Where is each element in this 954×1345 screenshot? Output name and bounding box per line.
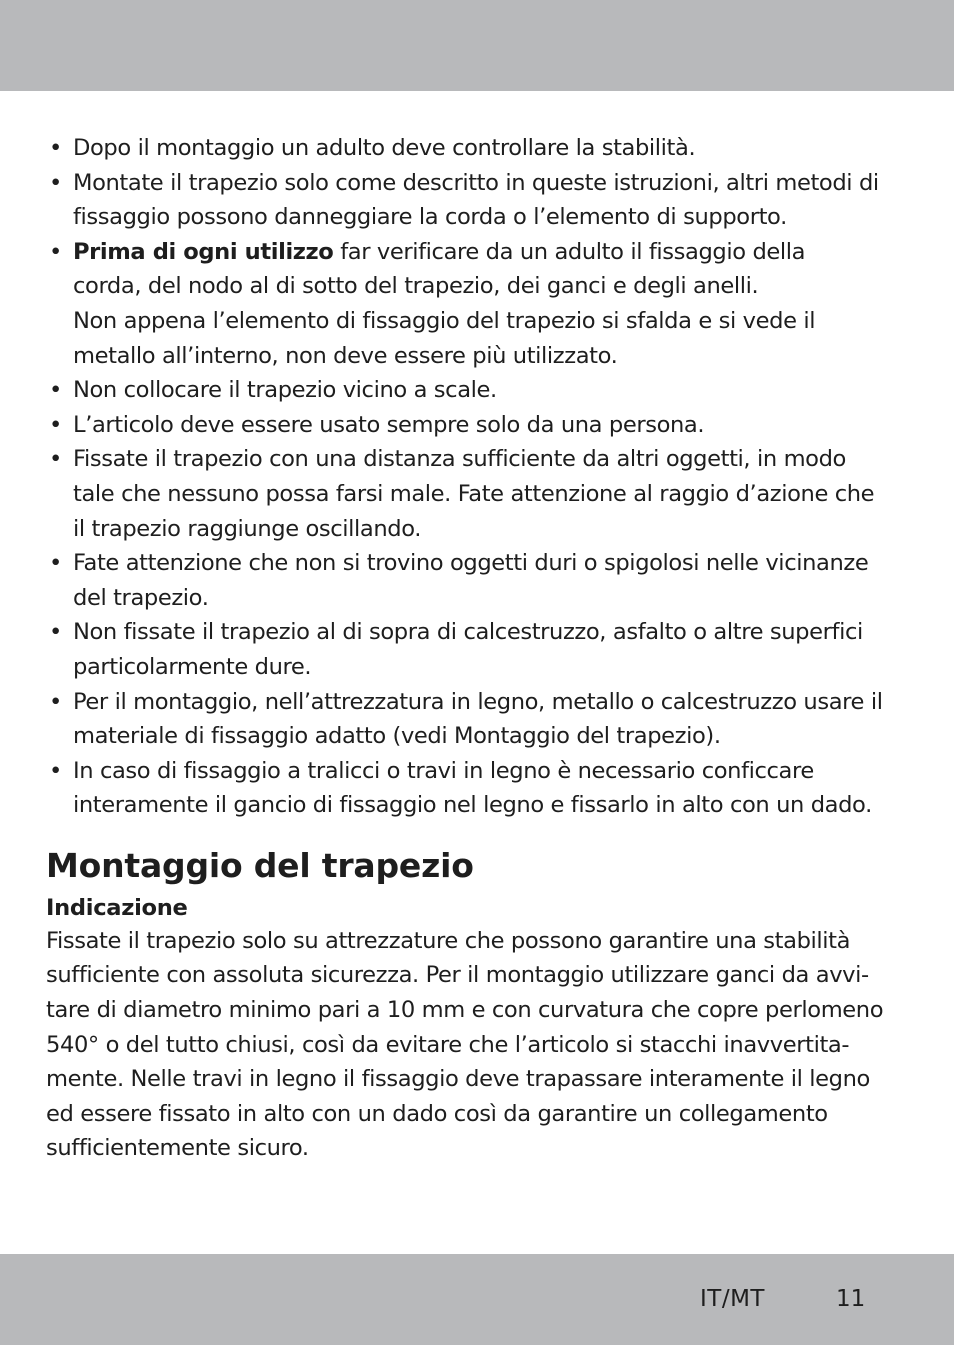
bullet-item <box>46 442 904 546</box>
bullet-line: corda, del nodo al di sotto del trapezio, dei ganci e degli anelli. <box>73 273 759 300</box>
bullet-dot: • <box>49 238 62 265</box>
bullet-line: Non appena l’elemento di fissaggio del trapezio si sfalda e si vede il <box>73 307 816 334</box>
bullet-line: del trapezio. <box>73 584 209 611</box>
paragraph-line: Fissate il trapezio solo su attrezzature che possono garantire una stabilità <box>46 927 851 954</box>
paragraph-line: ed essere fissato in alto con un dado così da garantire un collegamento <box>46 1100 828 1127</box>
bullet-line <box>73 235 904 270</box>
bullet-item <box>46 131 904 166</box>
subheading: Indicazione <box>46 894 188 921</box>
bullet-line: metallo all’interno, non deve essere più utilizzato. <box>73 342 618 369</box>
bullet-item <box>46 373 904 408</box>
page-content <box>46 131 904 1166</box>
paragraph-line: 540° o del tutto chiusi, così da evitare che l’articolo si stacchi inavvertita- <box>46 1031 850 1058</box>
bullet-item <box>46 685 904 754</box>
bullet-dot: • <box>49 377 62 404</box>
bullet-line: Montate il trapezio solo come descritto in queste istruzioni, altri metodi di <box>73 169 879 196</box>
bullet-dot: • <box>49 169 62 196</box>
bullet-dot: • <box>49 619 62 646</box>
body-paragraph <box>46 924 904 1166</box>
footer-band <box>0 1254 954 1345</box>
paragraph-line: sufficiente con assoluta sicurezza. Per il montaggio utilizzare ganci da avvi- <box>46 962 869 989</box>
bullet-item <box>46 235 904 373</box>
bullet-line: Fate attenzione che non si trovino oggetti duri o spigolosi nelle vicinanze <box>73 550 869 577</box>
safety-bullet-list <box>46 131 904 823</box>
bullet-item <box>46 546 904 615</box>
paragraph-line: tare di diametro minimo pari a 10 mm e con curvatura che copre perlomeno <box>46 997 884 1024</box>
bullet-line: il trapezio raggiunge oscillando. <box>73 515 422 542</box>
bullet-line: particolarmente dure. <box>73 653 312 680</box>
bullet-item <box>46 754 904 823</box>
bullet-line: interamente il gancio di fissaggio nel legno e fissarlo in alto con un dado. <box>73 792 872 819</box>
bullet-line: Non fissate il trapezio al di sopra di calcestruzzo, asfalto o altre superfici <box>73 619 863 646</box>
bullet-dot: • <box>49 446 62 473</box>
section-title: Montaggio del trapezio <box>46 845 474 885</box>
bullet-dot: • <box>49 757 62 784</box>
bullet-emphasis: Prima di ogni utilizzo <box>73 238 334 265</box>
bullet-line: L’articolo deve essere usato sempre solo da una persona. <box>73 411 705 438</box>
bullet-line-rest: far verificare da un adulto il fissaggio della <box>333 238 806 265</box>
bullet-line: Per il montaggio, nell’attrezzatura in legno, metallo o calcestruzzo usare il <box>73 688 883 715</box>
bullet-dot: • <box>49 550 62 577</box>
bullet-dot: • <box>49 411 62 438</box>
bullet-line: Fissate il trapezio con una distanza sufficiente da altri oggetti, in modo <box>73 446 846 473</box>
bullet-line: Non collocare il trapezio vicino a scale. <box>73 377 497 404</box>
bullet-line: In caso di fissaggio a tralicci o travi in legno è necessario conficcare <box>73 757 814 784</box>
bullet-dot: • <box>49 688 62 715</box>
bullet-line: Dopo il montaggio un adulto deve controllare la stabilità. <box>73 135 696 161</box>
paragraph-line: sufficientemente sicuro. <box>46 1135 309 1162</box>
footer-language-code: IT/MT <box>700 1286 765 1312</box>
bullet-line: fissaggio possono danneggiare la corda o l’elemento di supporto. <box>73 204 787 231</box>
bullet-line: tale che nessuno possa farsi male. Fate attenzione al raggio d’azione che <box>73 480 875 507</box>
bullet-item <box>46 615 904 684</box>
paragraph-line: mente. Nelle travi in legno il fissaggio deve trapassare interamente il legno <box>46 1066 870 1093</box>
bullet-item <box>46 166 904 235</box>
bullet-dot: • <box>49 135 62 161</box>
bullet-line: materiale di fissaggio adatto (vedi Montaggio del trapezio). <box>73 723 721 750</box>
bullet-item <box>46 408 904 443</box>
header-band <box>0 0 954 91</box>
page-number: 11 <box>836 1286 866 1312</box>
